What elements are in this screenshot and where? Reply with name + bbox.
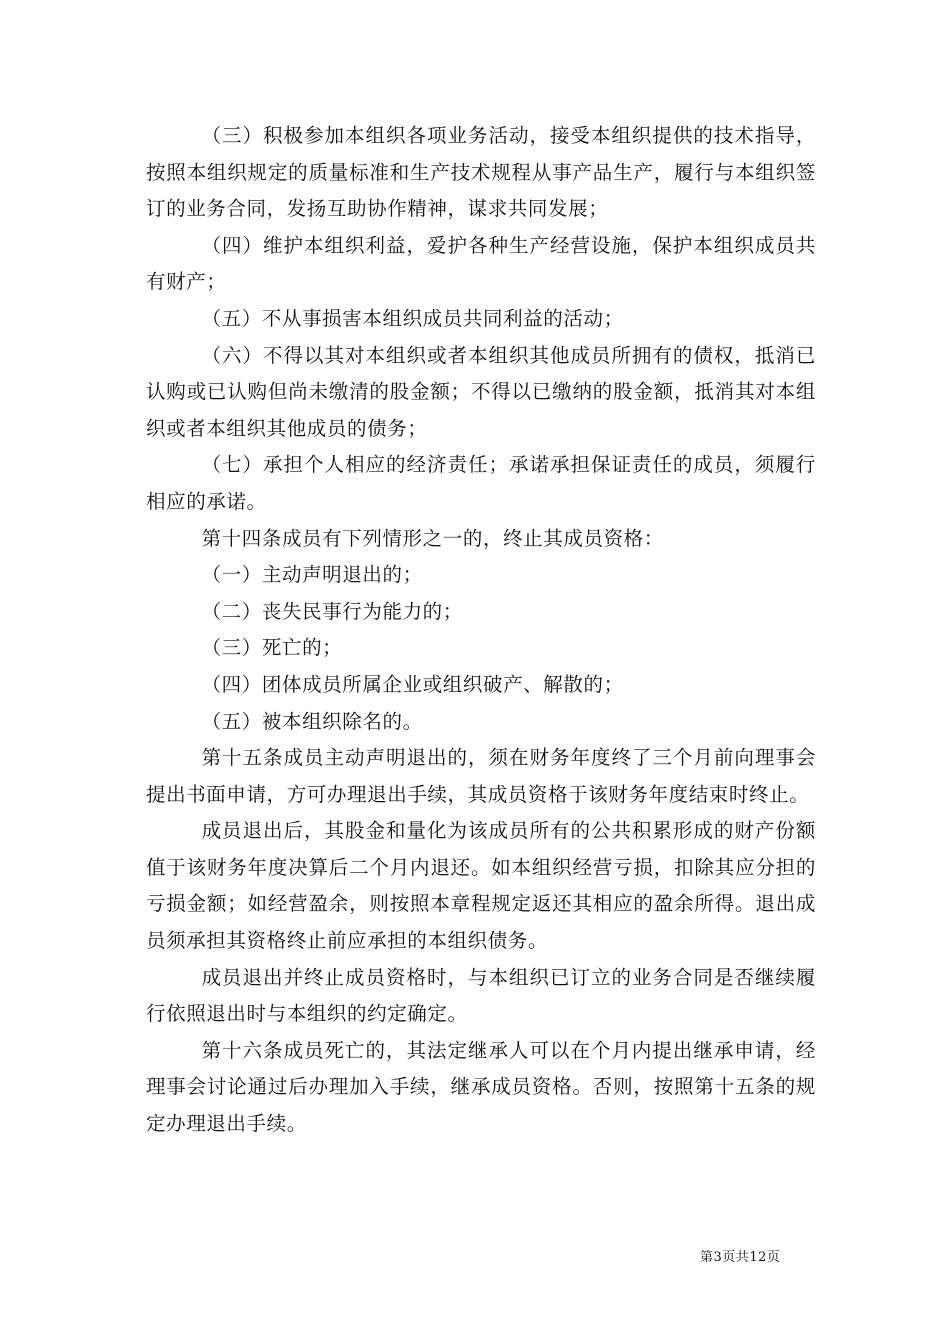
paragraph-item-5: （五）不从事损害本组织成员共同利益的活动；: [201, 306, 624, 330]
termination-item-5: （五）被本组织除名的。: [201, 709, 423, 733]
footer-suffix: 页: [766, 1250, 781, 1265]
article-14-heading: 第十四条成员有下列情形之一的，终止其成员资格：: [201, 526, 664, 550]
paragraph-item-7: （七）承担个人相应的经济责任；承诺承担保证责任的成员，须履行相应的承诺。: [146, 453, 816, 513]
footer-prefix: 第: [700, 1250, 714, 1265]
termination-item-3: （三）死亡的；: [201, 636, 343, 660]
termination-item-2: （二）丧失民事行为能力的；: [201, 599, 463, 623]
document-body: [146, 118, 816, 1143]
termination-item-4: （四）团体成员所属企业或组织破产、解散的；: [201, 672, 624, 696]
footer-middle: 页共: [722, 1250, 750, 1265]
paragraph-item-4: （四）维护本组织利益，爱护各种生产经营设施，保护本组织成员共有财产；: [146, 233, 816, 294]
withdrawal-contract-paragraph: 成员退出并终止成员资格时，与本组织已订立的业务合同是否继续履行依照退出时与本组织的约定确定。: [146, 965, 816, 1026]
footer-current-page: 3: [713, 1250, 723, 1265]
paragraph-item-6: （六）不得以其对本组织或者本组织其他成员所拥有的债权，抵消已认购或已认购但尚未缴清的股金额；不得以已缴纳的股金额，抵消其对本组织或者本组织其他成员的债务；: [146, 343, 816, 440]
footer-total-pages: 12: [749, 1250, 767, 1265]
paragraph-item-3: （三）积极参加本组织各项业务活动，接受本组织提供的技术指导，按照本组织规定的质量标准和生产技术规程从事产品生产，履行与本组织签订的业务合同，发扬互助协作精神，谋求共同发展；: [146, 124, 816, 221]
termination-item-1: （一）主动声明退出的；: [201, 563, 423, 587]
withdrawal-refund-paragraph: 成员退出后，其股金和量化为该成员所有的公共积累形成的财产份额值于该财务年度决算后二个月内退还。如本组织经营亏损，扣除其应分担的亏损金额；如经营盈余，则按照本章程规定返还其相应的盈余所得。退出成员须承担其资格终止前应承担的本组织债务。: [146, 819, 816, 953]
article-15-paragraph: 第十五条成员主动声明退出的，须在财务年度终了三个月前向理事会提出书面申请，方可办理退出手续，其成员资格于该财务年度结束时终止。: [146, 746, 816, 806]
page-number-footer: [700, 1246, 780, 1265]
article-16-paragraph: 第十六条成员死亡的，其法定继承人可以在个月内提出继承申请，经理事会讨论通过后办理加入手续，继承成员资格。否则，按照第十五条的规定办理退出手续。: [146, 1038, 816, 1136]
